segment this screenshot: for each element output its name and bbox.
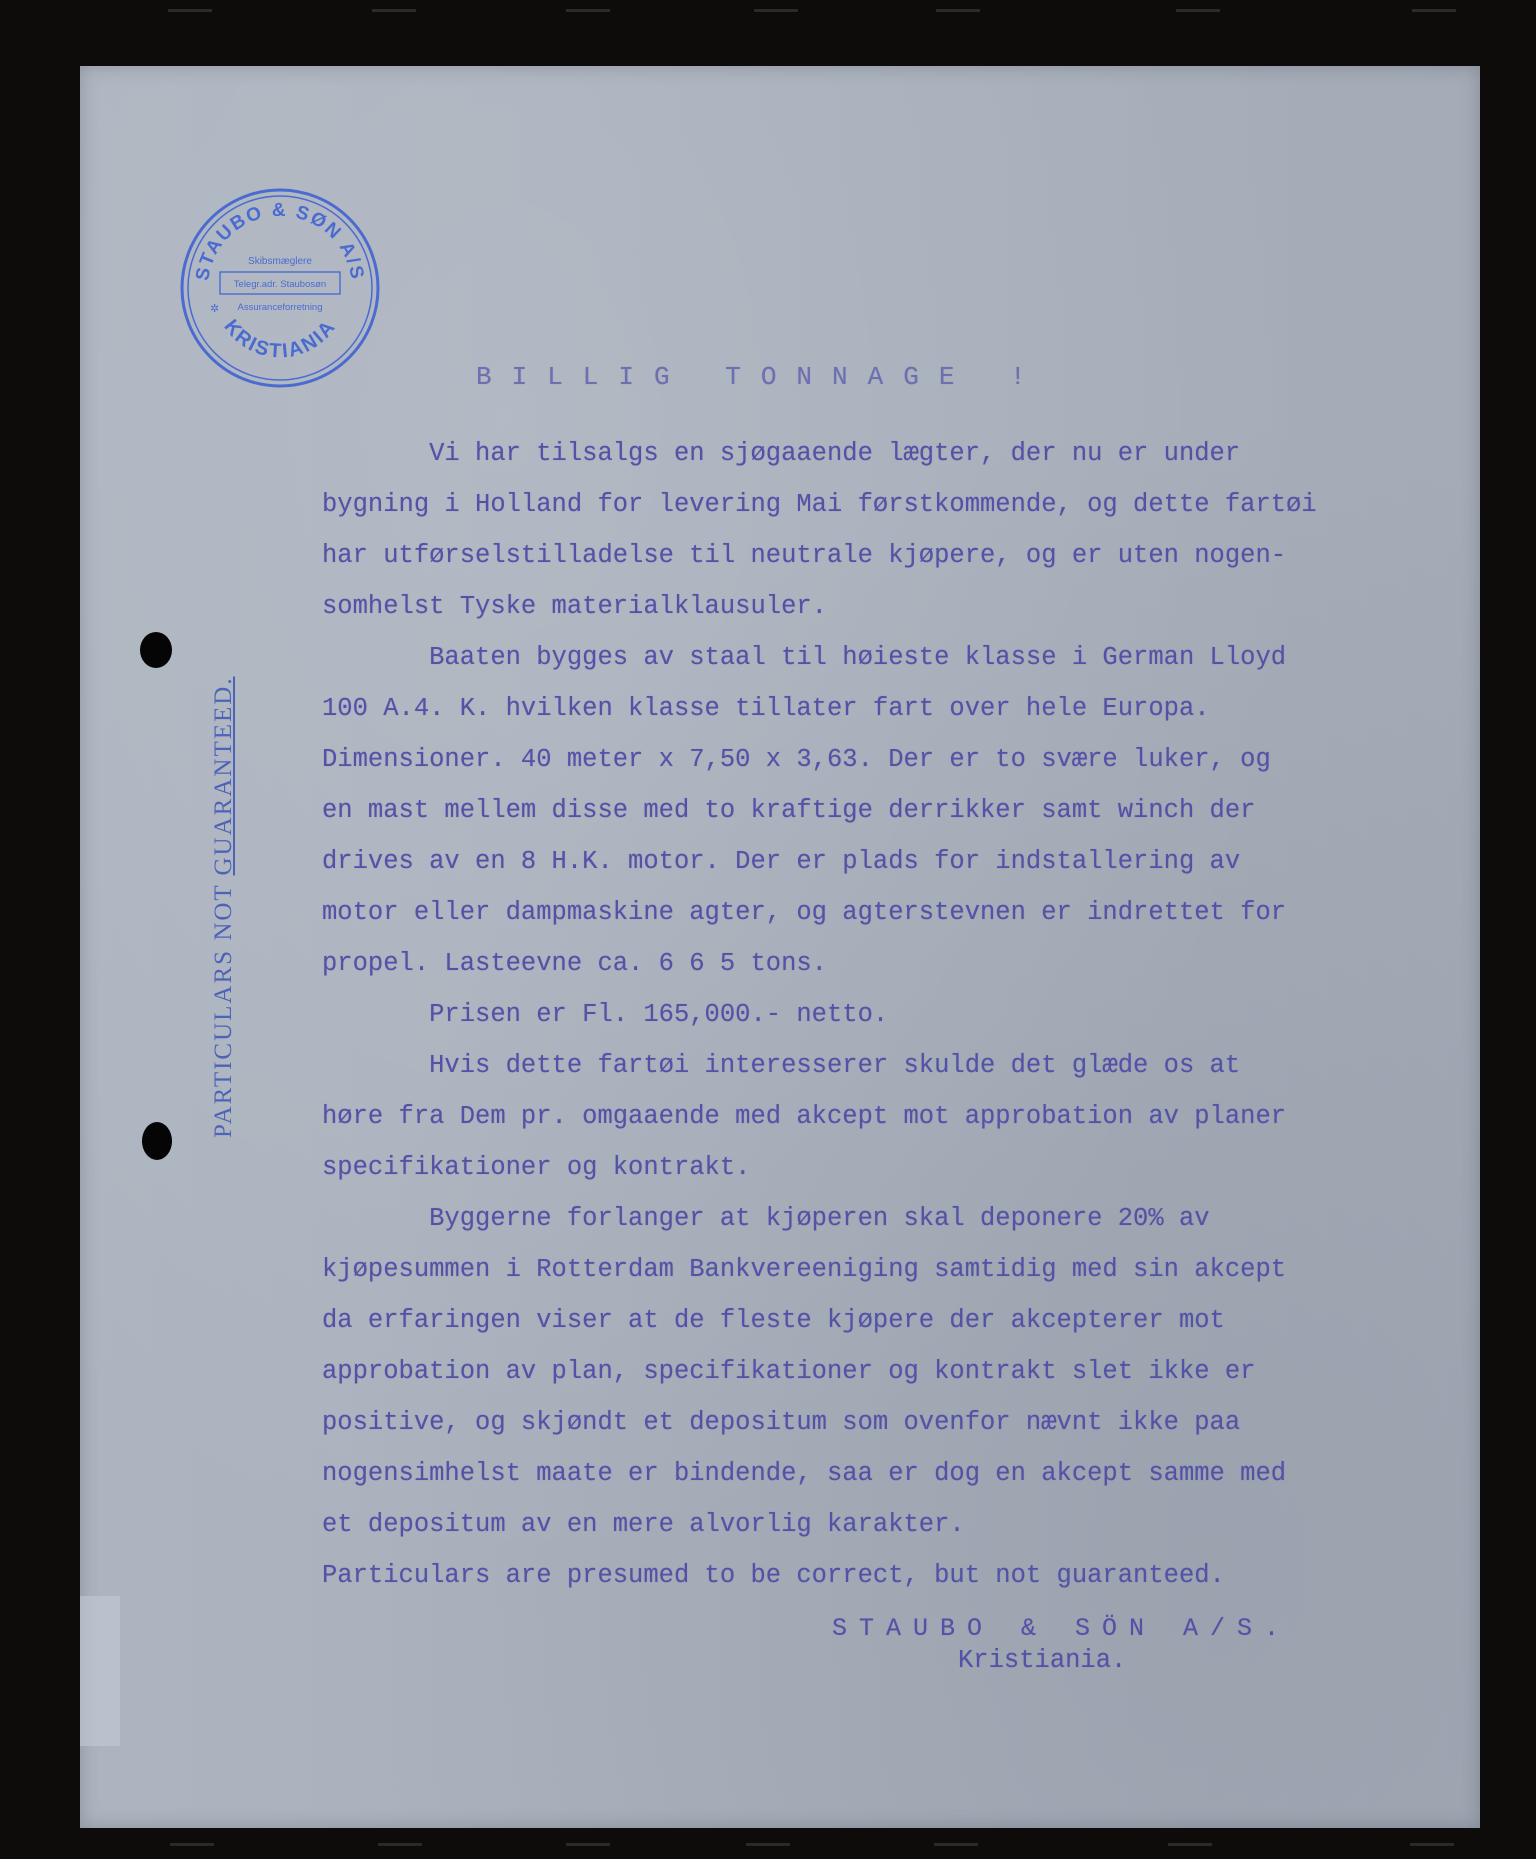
letter-line: da erfaringen viser at de fleste kjøpere der akcepterer mot bbox=[322, 1306, 1225, 1335]
letter-title: BILLIG TONNAGE ! bbox=[476, 362, 1046, 392]
side-stamp-part-2: GUARANTEED. bbox=[210, 676, 237, 876]
torn-paper-edge bbox=[80, 1596, 120, 1746]
punch-hole-top bbox=[140, 632, 172, 668]
stamp-line-1: Skibsmæglere bbox=[248, 256, 312, 267]
letter-line: har utførselstilladelse til neutrale kjøpere, og er uten nogen- bbox=[322, 541, 1287, 570]
letter-line: motor eller dampmaskine agter, og agterstevnen er indrettet for bbox=[322, 898, 1287, 927]
letter-line: specifikationer og kontrakt. bbox=[322, 1153, 751, 1182]
letter-line: Byggerne forlanger at kjøperen skal deponere 20% av bbox=[322, 1204, 1210, 1233]
letter-line: propel. Lasteevne ca. 6 6 5 tons. bbox=[322, 949, 827, 978]
top-edge-ruler bbox=[0, 6, 1536, 20]
side-stamp-part-1: PARTICULARS NOT bbox=[210, 875, 237, 1138]
stamp-top-text: STAUBO & SØN A/S bbox=[192, 199, 368, 283]
letter-line: Baaten bygges av staal til høieste klasse i German Lloyd bbox=[322, 643, 1287, 672]
stamp-bottom-text: KRISTIANIA bbox=[219, 315, 341, 363]
stamp-line-2: Telegr.adr. Staubosøn bbox=[233, 279, 327, 290]
letter-line: Prisen er Fl. 165,000.- netto. bbox=[322, 1000, 889, 1029]
letter-line: Vi har tilsalgs en sjøgaaende lægter, der nu er under bbox=[322, 439, 1241, 468]
letter-line: en mast mellem disse med to kraftige derrikker samt winch der bbox=[322, 796, 1256, 825]
letter-line: bygning i Holland for levering Mai førstkommende, og dette fartøi bbox=[322, 490, 1317, 519]
particulars-not-guaranteed-stamp bbox=[210, 676, 238, 1138]
stamp-line-3: Assuranceforretning bbox=[237, 302, 323, 313]
letter-line: Dimensioner. 40 meter x 7,50 x 3,63. Der er to svære luker, og bbox=[322, 745, 1271, 774]
company-rubber-stamp bbox=[178, 186, 382, 390]
punch-hole-bottom bbox=[142, 1122, 172, 1160]
letter-line: positive, og skjøndt et depositum som ovenfor nævnt ikke paa bbox=[322, 1408, 1241, 1437]
letter-line: drives av en 8 H.K. motor. Der er plads for indstallering av bbox=[322, 847, 1241, 876]
letter-line: nogensimhelst maate er bindende, saa er dog en akcept samme med bbox=[322, 1459, 1287, 1488]
letter-line: kjøpesummen i Rotterdam Bankvereeniging samtidig med sin akcept bbox=[322, 1255, 1287, 1284]
letter-line: approbation av plan, specifikationer og kontrakt slet ikke er bbox=[322, 1357, 1256, 1386]
bottom-edge-ruler bbox=[0, 1840, 1536, 1854]
signature-firm-name: STAUBO & SÖN A/S. bbox=[832, 1614, 1292, 1643]
letter-line: 100 A.4. K. hvilken klasse tillater fart over hele Europa. bbox=[322, 694, 1210, 723]
letter-line: Particulars are presumed to be correct, but not guaranteed. bbox=[322, 1561, 1225, 1590]
stamp-seal-graphic bbox=[178, 186, 382, 390]
letter-line: somhelst Tyske materialklausuler. bbox=[322, 592, 827, 621]
letter-line: Hvis dette fartøi interesserer skulde det glæde os at bbox=[322, 1051, 1241, 1080]
letter-line: et depositum av en mere alvorlig karakter. bbox=[322, 1510, 965, 1539]
signature-city: Kristiania. bbox=[958, 1646, 1127, 1675]
letter-line: høre fra Dem pr. omgaaende med akcept mot approbation av planer bbox=[322, 1102, 1287, 1131]
star-icon: ✲ bbox=[210, 302, 220, 315]
